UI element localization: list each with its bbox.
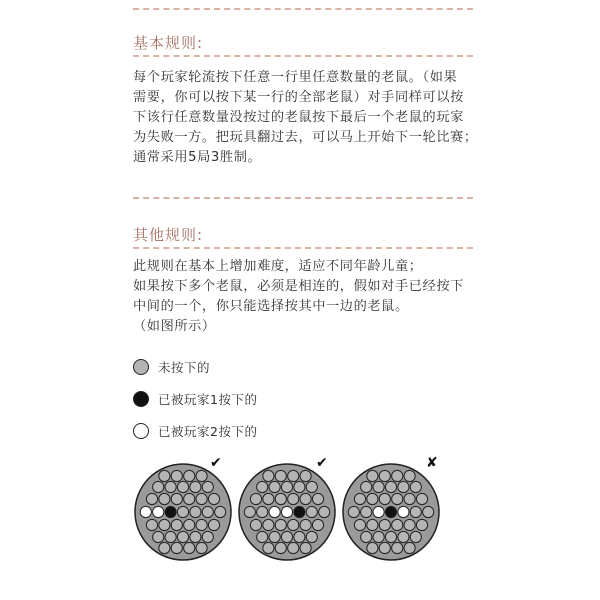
mouse-bubble xyxy=(361,506,372,517)
basic-rules-line-5: 通常采用5局3胜制。 xyxy=(133,150,262,165)
mouse-bubble xyxy=(410,506,421,517)
mouse-bubble xyxy=(379,542,390,553)
black-dot-icon xyxy=(133,391,149,407)
mouse-bubble xyxy=(379,519,390,530)
check-icon: ✔ xyxy=(210,455,222,471)
mouse-bubble xyxy=(140,506,151,517)
mouse-bubble xyxy=(404,519,415,530)
mouse-bubble xyxy=(184,470,195,481)
mouse-bubble xyxy=(263,493,274,504)
mouse-bubble xyxy=(410,481,421,492)
mouse-bubble xyxy=(263,519,274,530)
mouse-bubble xyxy=(269,531,280,542)
mouse-bubble xyxy=(196,519,207,530)
other-rules-underline xyxy=(133,247,473,249)
mouse-bubble xyxy=(288,493,299,504)
other-rules-line-1: 此规则在基本上增加难度，适应不同年龄儿童； xyxy=(133,259,423,274)
mouse-bubble xyxy=(263,542,274,553)
mouse-bubble xyxy=(373,506,384,517)
mouse-bubble xyxy=(410,531,421,542)
mouse-bubble xyxy=(373,531,384,542)
mouse-bubble xyxy=(288,519,299,530)
basic-rules-text xyxy=(133,68,478,168)
mouse-bubble xyxy=(269,481,280,492)
mouse-bubble xyxy=(153,531,164,542)
mouse-bubble xyxy=(275,542,286,553)
mouse-bubble xyxy=(392,470,403,481)
legend-player2 xyxy=(133,421,257,441)
other-rules-line-3: 中间的一个，你只能选择按其中一边的老鼠。 xyxy=(133,299,409,314)
mouse-bubble xyxy=(288,470,299,481)
mouse-bubble xyxy=(208,493,219,504)
mouse-bubble xyxy=(392,542,403,553)
example-toy-3 xyxy=(341,462,441,562)
mouse-bubble xyxy=(215,506,226,517)
mouse-bubble xyxy=(275,470,286,481)
mouse-bubble xyxy=(184,542,195,553)
mouse-bubble xyxy=(184,493,195,504)
other-rules-line-4: （如图所示） xyxy=(133,319,216,334)
mouse-bubble xyxy=(416,493,427,504)
mouse-bubble xyxy=(177,531,188,542)
mouse-bubble xyxy=(281,531,292,542)
basic-rules-title: 基本规则: xyxy=(133,34,204,52)
mouse-bubble xyxy=(300,470,311,481)
mouse-bubble xyxy=(190,531,201,542)
mouse-bubble xyxy=(196,493,207,504)
mouse-bubble xyxy=(190,506,201,517)
mouse-bubble xyxy=(184,519,195,530)
mouse-bubble xyxy=(171,519,182,530)
mouse-bubble xyxy=(319,506,330,517)
mouse-bubble xyxy=(202,506,213,517)
mouse-bubble xyxy=(294,531,305,542)
mouse-bubble xyxy=(300,493,311,504)
mouse-bubble xyxy=(165,531,176,542)
mouse-bubble xyxy=(250,519,261,530)
mouse-bubble xyxy=(300,542,311,553)
mouse-bubble xyxy=(269,506,280,517)
mouse-bubble xyxy=(171,493,182,504)
mouse-bubble xyxy=(153,481,164,492)
mouse-bubble xyxy=(392,493,403,504)
mouse-bubble xyxy=(196,470,207,481)
mouse-bubble xyxy=(177,506,188,517)
mouse-bubble xyxy=(171,542,182,553)
mouse-bubble xyxy=(354,493,365,504)
mouse-bubble xyxy=(300,519,311,530)
basic-rules-line-2: 需要，你可以按下某一行的全部老鼠）对手同样可以按 xyxy=(133,90,464,105)
mouse-bubble xyxy=(306,506,317,517)
mouse-bubble xyxy=(348,506,359,517)
legend-player1 xyxy=(133,389,257,409)
mouse-bubble xyxy=(312,519,323,530)
mouse-bubble xyxy=(361,481,372,492)
mouse-bubble xyxy=(250,493,261,504)
legend-unpressed xyxy=(133,357,210,377)
mouse-bubble xyxy=(398,506,409,517)
mouse-bubble xyxy=(202,481,213,492)
mouse-bubble xyxy=(281,506,292,517)
mouse-bubble xyxy=(288,542,299,553)
check-icon: ✔ xyxy=(316,455,328,471)
mouse-bubble xyxy=(306,481,317,492)
mouse-bubble xyxy=(385,531,396,542)
example-toy-2 xyxy=(237,462,337,562)
mouse-bubble xyxy=(416,519,427,530)
mouse-bubble xyxy=(373,481,384,492)
mouse-bubble xyxy=(294,506,305,517)
mouse-bubble xyxy=(244,506,255,517)
mouse-bubble xyxy=(202,531,213,542)
mouse-bubble xyxy=(190,481,201,492)
mouse-bubble xyxy=(367,542,378,553)
mouse-bubble xyxy=(398,481,409,492)
basic-rules-line-4: 为失败一方。把玩具翻过去，可以马上开始下一轮比赛； xyxy=(133,130,478,145)
mouse-bubble xyxy=(257,481,268,492)
cross-icon: ✘ xyxy=(426,455,438,471)
mouse-bubble xyxy=(367,519,378,530)
mouse-bubble xyxy=(354,519,365,530)
mouse-bubble xyxy=(404,470,415,481)
other-rules-text xyxy=(133,257,478,337)
mouse-bubble xyxy=(159,493,170,504)
mouse-bubble xyxy=(398,531,409,542)
mouse-bubble xyxy=(275,519,286,530)
mouse-bubble xyxy=(263,470,274,481)
mouse-bubble xyxy=(423,506,434,517)
basic-rules-line-1: 每个玩家轮流按下任意一行里任意数量的老鼠。（如果 xyxy=(133,70,458,85)
mouse-bubble xyxy=(196,542,207,553)
legend-label-player1: 已被玩家1按下的 xyxy=(158,392,258,407)
mouse-bubble xyxy=(404,542,415,553)
mouse-bubble xyxy=(385,506,396,517)
legend-label-player2: 已被玩家2按下的 xyxy=(158,424,258,439)
top-divider xyxy=(133,8,473,10)
mouse-bubble xyxy=(275,493,286,504)
mouse-bubble xyxy=(165,481,176,492)
mouse-bubble xyxy=(281,481,292,492)
mouse-bubble xyxy=(257,506,268,517)
mouse-bubble xyxy=(306,531,317,542)
mouse-bubble xyxy=(404,493,415,504)
white-dot-icon xyxy=(133,423,149,439)
mouse-bubble xyxy=(146,493,157,504)
mouse-bubble xyxy=(294,481,305,492)
mouse-bubble xyxy=(257,531,268,542)
basic-rules-line-3: 下该行任意数量没按过的老鼠按下最后一个老鼠的玩家 xyxy=(133,110,464,125)
mouse-bubble xyxy=(208,519,219,530)
other-rules-line-2: 如果按下多个老鼠，必须是相连的，假如对手已经按下 xyxy=(133,279,464,294)
mouse-bubble xyxy=(367,493,378,504)
mouse-bubble xyxy=(385,481,396,492)
mouse-bubble xyxy=(392,519,403,530)
mouse-bubble xyxy=(153,506,164,517)
basic-rules-underline xyxy=(133,55,473,57)
other-rules-title: 其他规则: xyxy=(133,226,204,244)
mouse-bubble xyxy=(379,470,390,481)
other-rules-divider xyxy=(133,197,473,199)
mouse-bubble xyxy=(361,531,372,542)
example-toy-1 xyxy=(133,462,233,562)
mouse-bubble xyxy=(159,519,170,530)
mouse-bubble xyxy=(367,470,378,481)
mouse-bubble xyxy=(379,493,390,504)
mouse-bubble xyxy=(165,506,176,517)
mouse-bubble xyxy=(177,481,188,492)
mouse-bubble xyxy=(146,519,157,530)
legend-label-unpressed: 未按下的 xyxy=(158,360,211,375)
mouse-bubble xyxy=(159,470,170,481)
gray-dot-icon xyxy=(133,359,149,375)
mouse-bubble xyxy=(312,493,323,504)
mouse-bubble xyxy=(159,542,170,553)
mouse-bubble xyxy=(171,470,182,481)
